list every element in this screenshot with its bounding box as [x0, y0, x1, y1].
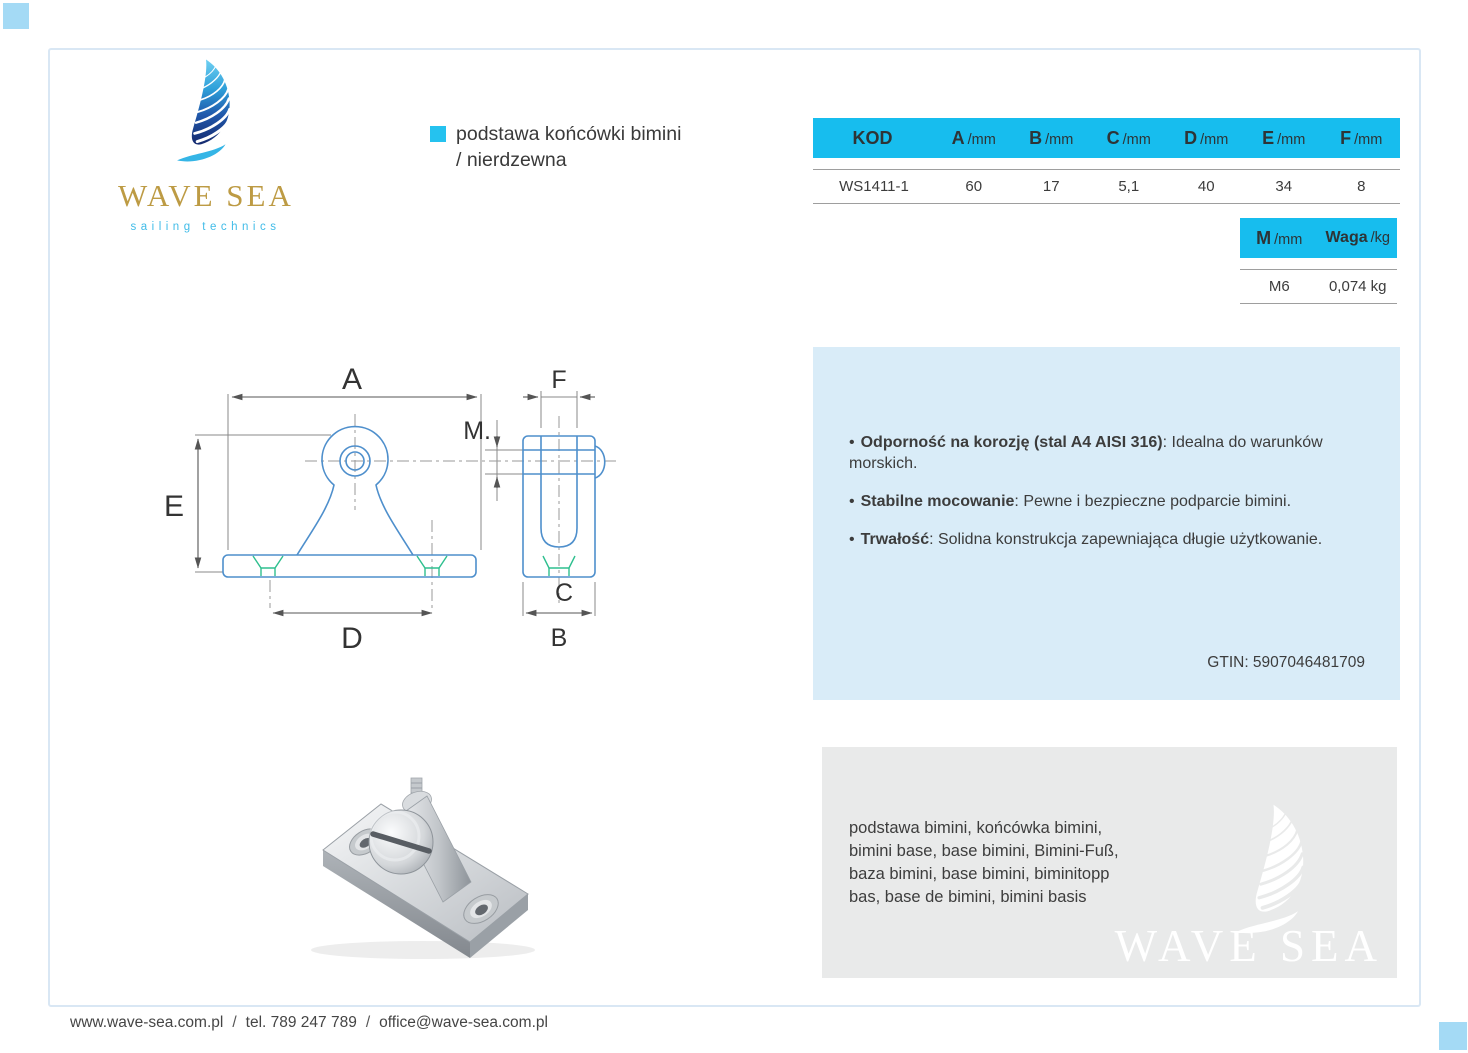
technical-drawing	[145, 358, 650, 658]
dim-label-b: B	[550, 624, 568, 652]
col-header-m: M /mm	[1256, 227, 1303, 248]
weight-table-header	[1240, 218, 1397, 258]
features-box	[813, 347, 1400, 700]
spec-d-value: 40	[1197, 178, 1215, 195]
corner-square-top-left	[3, 3, 29, 29]
corner-square-bottom-right	[1439, 1022, 1467, 1050]
product-photo	[295, 752, 555, 962]
col-header-a: A /mm	[951, 127, 996, 148]
dim-label-m: M.	[463, 417, 491, 445]
spec-a-value: 60	[965, 178, 983, 195]
col-header-c: C /mm	[1106, 127, 1151, 148]
feature-item-3: • Trwałość: Solidna konstrukcja zapewniająca długie użytkowanie.	[849, 531, 1323, 548]
col-header-b: B /mm	[1029, 127, 1074, 148]
product-title-text	[456, 121, 681, 173]
spec-e-value: 34	[1275, 178, 1293, 195]
weight-waga-value: 0,074 kg	[1328, 278, 1387, 295]
col-header-d: D /mm	[1184, 127, 1229, 148]
spec-b-value: 17	[1042, 178, 1060, 195]
dim-label-f: F	[551, 366, 567, 394]
product-title-line1: podstawa końcówki bimini	[456, 123, 682, 145]
sail-logo-icon	[169, 58, 243, 176]
dim-label-e: E	[163, 490, 185, 523]
feature-item-2: • Stabilne mocowanie: Pewne i bezpieczne podparcie bimini.	[849, 493, 1292, 510]
spec-f-value: 8	[1357, 178, 1366, 195]
features-list	[849, 432, 1341, 567]
footer-email: office@wave-sea.com.pl	[379, 1014, 548, 1031]
footer-phone: tel. 789 247 789	[245, 1014, 357, 1031]
footer-separator: /	[365, 1014, 371, 1031]
dim-label-d: D	[341, 622, 363, 655]
dim-label-c: C	[554, 579, 574, 607]
col-header-e: E /mm	[1262, 127, 1306, 148]
gtin-label: GTIN: 5907046481709	[1207, 654, 1365, 671]
footer-separator: /	[232, 1014, 237, 1031]
spec-kod-value: WS1411-1	[839, 178, 909, 195]
feature-item-1: • Odporność na korozję (stal A4 AISI 316): Idealna do warunków morskich.	[849, 434, 1323, 472]
brand-logo	[118, 58, 293, 233]
keywords-box	[822, 747, 1397, 978]
keywords-text: podstawa bimini, końcówka bimini, bimini base, base bimini, Bimini-Fuß, baza bimini, base bimini, biminitopp bas, base de bimini, bimini basis	[849, 819, 1119, 906]
spec-c-value: 5,1	[1118, 178, 1140, 195]
watermark-brand-name: WAVE SEA	[1114, 921, 1383, 971]
footer-contacts	[70, 1014, 548, 1032]
col-header-f: F /mm	[1340, 127, 1383, 148]
brand-name: WAVE SEA	[118, 178, 294, 213]
product-title-line2: / nierdzewna	[456, 149, 567, 171]
spec-table-header	[813, 118, 1400, 158]
spec-table-row	[813, 169, 1400, 204]
product-title	[430, 121, 681, 173]
col-header-waga: Waga /kg	[1325, 229, 1390, 246]
weight-m-value: M6	[1268, 278, 1290, 295]
weight-table-row	[1240, 269, 1397, 304]
title-bullet-square	[430, 126, 446, 142]
col-header-kod: KOD	[852, 127, 893, 148]
brand-tagline: sailing technics	[130, 221, 281, 233]
footer-website: www.wave-sea.com.pl	[70, 1014, 224, 1031]
dim-label-a: A	[341, 363, 363, 396]
